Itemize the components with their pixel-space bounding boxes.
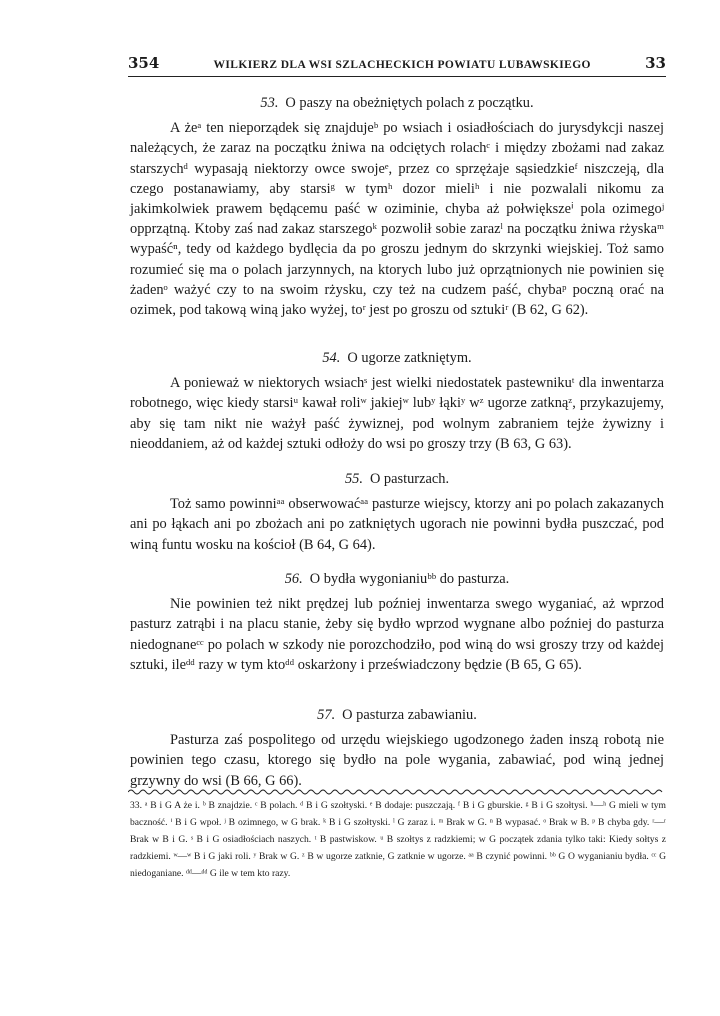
section-heading bbox=[130, 93, 664, 113]
section-body: A ponieważ w niektorych wsiachˢ jest wielki niedostatek pastewnikuᵗ dla inwentarza robotnego, więc kiedy starsiᵘ kawał roliʷ jakiejʷ lubʸ łąkiʸ wᶻ ugorze zatknąᶻ, przykazujemy, aby się tam nikt nie ważył paść żywiznej, pod wolnym zabraniem tejże żywizny i nieoddaniem, aż od każdej sztuki odłoży do wsi po groszy trzy (B 63, G 63). bbox=[130, 375, 664, 452]
section-number: 53. bbox=[260, 95, 279, 111]
section-heading bbox=[130, 348, 664, 368]
section-heading bbox=[130, 469, 664, 489]
section-heading bbox=[130, 569, 664, 589]
section-heading bbox=[130, 705, 664, 725]
running-title: WILKIERZ DLA WSI SZLACHECKICH POWIATU LUBAWSKIEGO bbox=[213, 59, 591, 71]
section-number: 57. bbox=[317, 707, 336, 723]
section-body: Toż samo powinniᵃᵃ obserwowaćᵃᵃ pasturze wiejscy, ktorzy ani po polach zakazanych ani po łąkach ani po zbożach ani po zatkniętych ugorach nie powinni bydła puszczać, pod winą funtu wosku na kościoł (B 64, G 64). bbox=[130, 496, 664, 553]
section-body: Nie powinien też nikt prędzej lub poźniej inwentarza swego wyganiać, aż wprzod pasturz zatrąbi i na placu stanie, żeby się bydło wprzod wygnane albo poźniej do pasturza niedognaneᶜᶜ po polach w szkody nie porozchodziło, pod winą do wsi groszy trzy od każdej sztuki, ileᵈᵈ razy w tym ktoᵈᵈ oskarżony i przeświadczony będzie (B 65, G 65). bbox=[130, 596, 664, 673]
header-rule bbox=[128, 76, 666, 77]
section-title: O paszy na obeżniętych polach z początku. bbox=[285, 95, 534, 111]
page-number-right: 33 bbox=[645, 54, 666, 72]
section-57 bbox=[130, 705, 664, 791]
section-55 bbox=[130, 469, 664, 555]
section-number: 55. bbox=[344, 471, 363, 487]
section-53 bbox=[130, 93, 664, 320]
section-title: O pasturzach. bbox=[369, 471, 450, 487]
section-body: Pasturza zaś pospolitego od urzędu wiejskiego ugodzonego żaden inszą robotą nie powinien tego czasu, ktorego się bydło na pole wygania, zabawiać, pod winą jednej grzywny do wsi (B 66, G 66). bbox=[130, 732, 664, 789]
section-54 bbox=[130, 348, 664, 454]
page-number-left: 354 bbox=[128, 54, 160, 72]
section-body: A żeᵃ ten nieporządek się znajdujeᵇ po wsiach i osiadłościach do jurysdykcji naszej należących, że zaraz na początku żniwa na odciętych rolachᶜ i między zbożami nad zakaz starszychᵈ wypasają niektorzy owce swojeᵉ, przez co sprzężaje sąsiedzkieᶠ niszczeją, dla czego postanawiamy, aby starsiᵍ w tymʰ dozor mieliʰ i nie pozwalali nikomu za jakimkolwiek prawem będącemu paść w oziminie, chyba aż połwiększeⁱ pola ozimegoʲ opprzątną. Ktoby zaś nad zakaz starszegoᵏ pozwolił sobie zarazˡ na początku żniwa rżyskaᵐ wypaśćⁿ, tedy od każdego bydlęcia da po groszu jednym do skrzynki wiejskiej. Toż samo rozumieć się ma o polach jarzynnych, na ktorych lubo już oprzątnionych nie powinien się żadenᵒ ważyć czy to na swoim rżysku, czy też na cudzem paść, chybaᵖ poczną orać na ozimek, pod takową winą jako wyżej, toʳ jest po groszu od sztukiʳ (B 62, G 62). bbox=[130, 120, 664, 319]
section-56 bbox=[130, 569, 664, 675]
footnote-divider bbox=[128, 788, 666, 796]
section-title: O ugorze zatkniętym. bbox=[347, 350, 472, 366]
footnotes: 33. ᵃ B i G A że i. ᵇ B znajdzie. ᶜ B polach. ᵈ B i G szołtyski. ᵉ B dodaje: puszczają. ᶠ B i G gburskie. ᵍ B i G szołtysi. ʰ—ʰ G mieli w tym baczność. ⁱ B i G wpoł. ʲ B ozimnego, w G brak. ᵏ B i G szołtyski. ˡ G zaraz i. ᵐ Brak w G. ⁿ B wypasać. ᵒ Brak w B. ᵖ B chyba gdy. ʳ—ʳ Brak w B i G. ˢ B i G osiadłościach naszych. ᵗ B pastwiskow. ᵘ B szołtys z radzkiemi; w G początek zdania tylko taki: Kiedy sołtys z radzkiemi. ʷ—ʷ B i G jaki roli. ʸ Brak w G. ᶻ B w ugorze zatknie, G zatknie w ugorze. ᵃᵃ B czynić powinni. ᵇᵇ G O wyganianiu bydła. ᶜᶜ G niedoganiane. ᵈᵈ—ᵈᵈ G ile w tem kto razy. bbox=[130, 800, 666, 879]
section-number: 54. bbox=[322, 350, 341, 366]
running-header bbox=[128, 54, 666, 76]
section-title: O bydła wygonianiuᵇᵇ do pasturza. bbox=[309, 571, 510, 587]
section-title: O pasturza zabawianiu. bbox=[342, 707, 477, 723]
section-number: 56. bbox=[284, 571, 303, 587]
